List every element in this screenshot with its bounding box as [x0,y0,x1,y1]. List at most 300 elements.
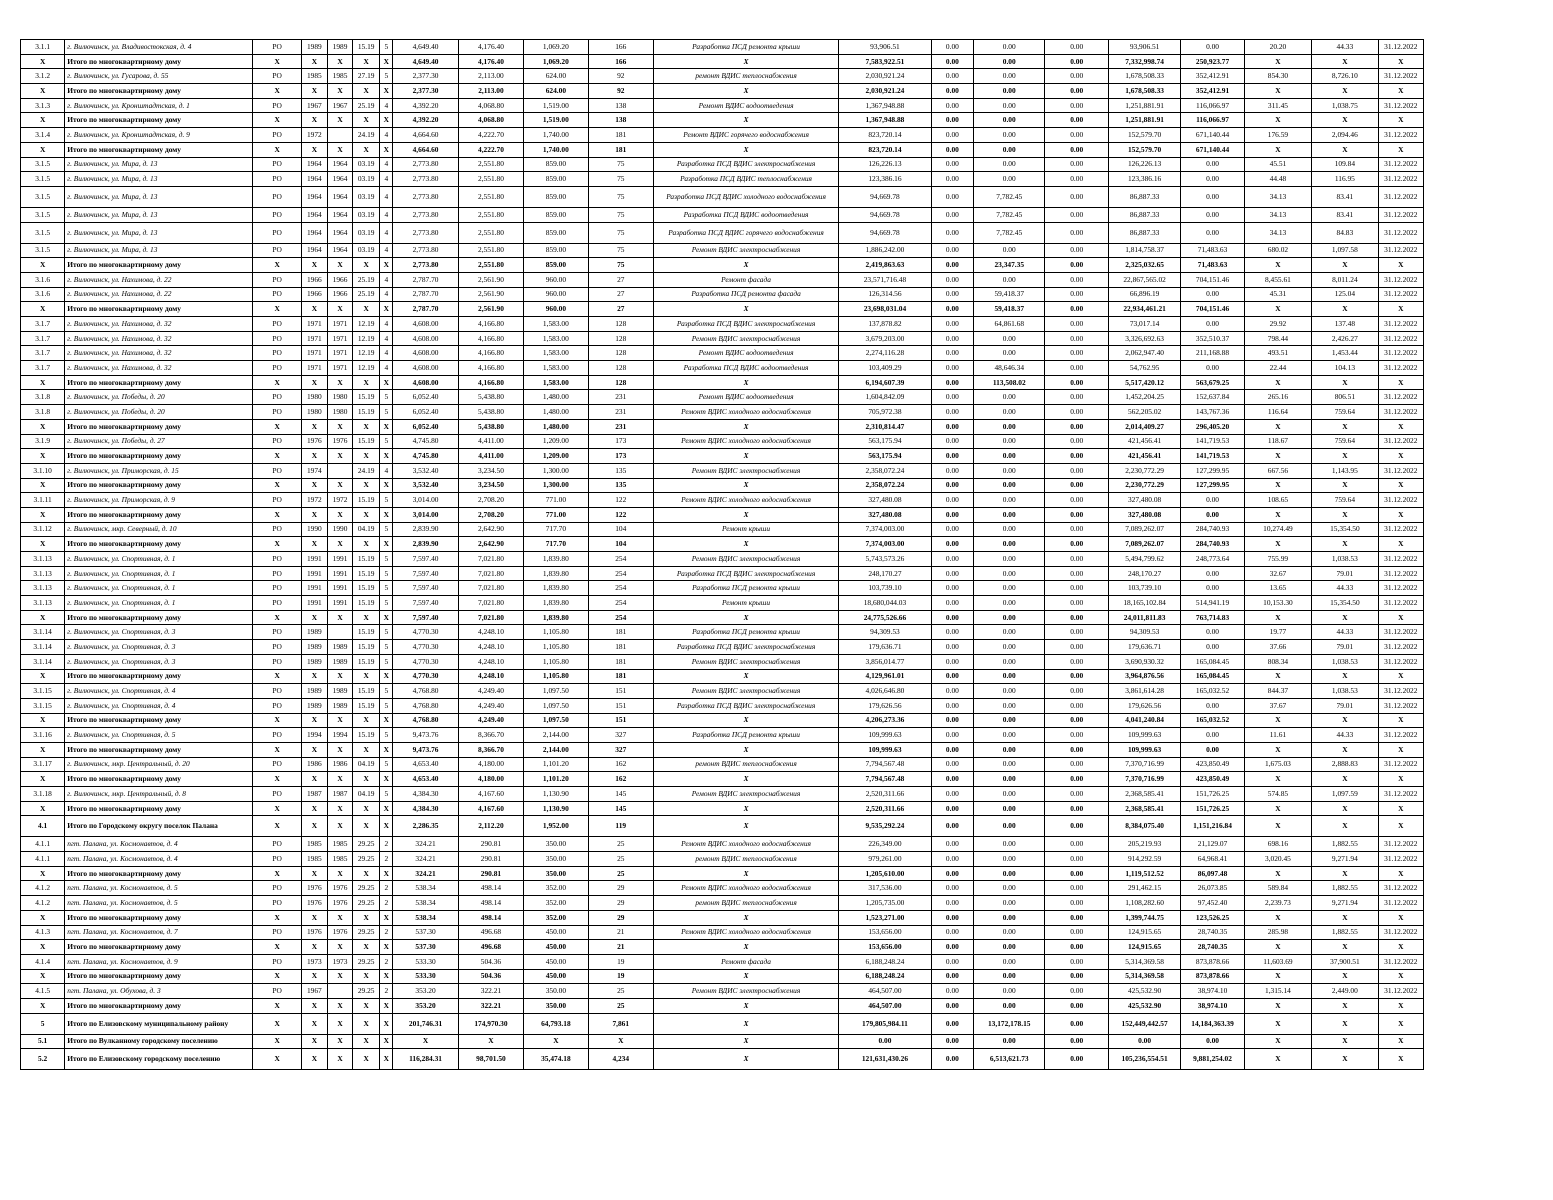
cell-regional-budget: 0.00 [974,866,1045,881]
cell-floors: 2 [380,837,393,852]
cell-unit-cost: Х [1244,375,1311,390]
cell-max-unit-cost: 1,882.55 [1312,925,1378,940]
cell-owners-means: 421,456.41 [1108,434,1180,449]
cell-total-cost: 179,805,984.11 [839,1013,932,1034]
cell-regional-budget: 0.00 [974,654,1045,669]
table-row [21,596,1424,611]
cell-total-cost: 226,349.00 [839,837,932,852]
cell-tariff: 15.19 [353,596,380,611]
cell-local-budget: 0.00 [1045,984,1108,999]
cell-other-means: 352,510.37 [1181,331,1244,346]
cell-address: г. Вилючинск, ул. Нахимова, д. 22 [65,272,253,287]
cell-owners-means: 425,532.90 [1108,984,1180,999]
cell-address: Итого по многоквартирному дому [65,419,253,434]
cell-owner-type: РО [253,317,301,332]
cell-regional-budget: 0.00 [974,772,1045,787]
cell-roof-area: 717.70 [524,522,588,537]
cell-year-built: Х [301,742,327,757]
cell-residents: 181 [588,128,653,143]
cell-max-unit-cost: 15,354.50 [1312,596,1378,611]
cell-item-number: 3.1.13 [21,581,65,596]
cell-roof-area: 1,097.50 [524,713,588,728]
cell-local-budget: 0.00 [1045,866,1108,881]
cell-max-unit-cost: Х [1312,258,1378,273]
cell-other-means: 141,719.53 [1181,434,1244,449]
cell-address: г. Вилючинск, ул. Нахимова, д. 32 [65,346,253,361]
cell-living-area: 4,248.10 [458,669,523,684]
cell-year-built: Х [301,998,327,1013]
cell-roof-area: 1,105.80 [524,625,588,640]
cell-roof-area: 1,480.00 [524,390,588,405]
cell-year-commissioned: Х [327,537,352,552]
cell-total-cost: 464,507.00 [839,998,932,1013]
cell-unit-cost: Х [1244,713,1311,728]
cell-work-type: Ремонт ВДИС электроснабжения [653,654,838,669]
cell-address: г. Вилючинск, ул. Спортивная, д. 3 [65,654,253,669]
cell-tariff: 03.19 [353,243,380,258]
cell-unit-cost: Х [1244,142,1311,157]
cell-item-number: 4.1.5 [21,984,65,999]
cell-unit-cost: Х [1244,998,1311,1013]
cell-year-commissioned: Х [327,142,352,157]
cell-other-means: 165,032.52 [1181,713,1244,728]
cell-regional-budget: 0.00 [974,390,1045,405]
cell-fund-means: 0.00 [931,852,973,867]
cell-year-commissioned: Х [327,1034,352,1049]
cell-other-means: 563,679.25 [1181,375,1244,390]
table-row [21,728,1424,743]
cell-total-area: 3,532.40 [393,463,458,478]
cell-year-commissioned: 1989 [327,698,352,713]
cell-tariff: Х [353,801,380,816]
cell-work-type: Разработка ПСД ремонта крыши [653,581,838,596]
cell-year-commissioned [327,625,352,640]
cell-year-commissioned: 1976 [327,925,352,940]
cell-regional-budget: 0.00 [974,998,1045,1013]
cell-regional-budget: 0.00 [974,881,1045,896]
cell-work-type: Х [653,84,838,99]
cell-floors: 4 [380,317,393,332]
cell-floors: 4 [380,98,393,113]
cell-work-type: Разработка ПСД ВДИС холодного водоснабжения [653,186,838,207]
cell-local-budget: 0.00 [1045,390,1108,405]
cell-local-budget: 0.00 [1045,728,1108,743]
cell-address: г. Вилючинск, ул. Мира, д. 13 [65,186,253,207]
cell-unit-cost: 265.16 [1244,390,1311,405]
cell-other-means: 0.00 [1181,287,1244,302]
cell-living-area: 496.68 [458,925,523,940]
cell-total-cost: 823,720.14 [839,142,932,157]
cell-local-budget: 0.00 [1045,317,1108,332]
cell-year-commissioned: Х [327,772,352,787]
total-row [21,713,1424,728]
cell-year-commissioned: Х [327,302,352,317]
cell-total-cost: 1,523,271.00 [839,910,932,925]
cell-regional-budget: 0.00 [974,113,1045,128]
cell-year-built: 1991 [301,552,327,567]
cell-floors: Х [380,1034,393,1049]
cell-item-number: 3.1.10 [21,463,65,478]
cell-total-cost: 24,775,526.66 [839,610,932,625]
cell-other-means: 0.00 [1181,317,1244,332]
cell-address: г. Вилючинск, ул. Кронштадтская, д. 9 [65,128,253,143]
cell-living-area: 3,234.50 [458,478,523,493]
cell-fund-means: 0.00 [931,54,973,69]
cell-regional-budget: 0.00 [974,852,1045,867]
cell-unit-cost: Х [1244,669,1311,684]
cell-year-commissioned: 1991 [327,566,352,581]
cell-completion-date: 31.12.2022 [1378,346,1423,361]
cell-completion-date: Х [1378,142,1423,157]
cell-year-commissioned: Х [327,742,352,757]
cell-total-area: 4,384.30 [393,787,458,802]
cell-local-budget: 0.00 [1045,640,1108,655]
cell-year-commissioned: 1991 [327,596,352,611]
cell-max-unit-cost: Х [1312,375,1378,390]
cell-owners-means: 8,384,075.40 [1108,816,1180,837]
cell-other-means: 284,740.93 [1181,522,1244,537]
cell-local-budget: 0.00 [1045,287,1108,302]
cell-other-means: 873,878.66 [1181,969,1244,984]
cell-address: г. Вилючинск, ул. Спортивная, д. 4 [65,698,253,713]
cell-owners-means: 3,861,614.28 [1108,684,1180,699]
cell-item-number: 3.1.17 [21,757,65,772]
cell-local-budget: 0.00 [1045,434,1108,449]
cell-total-cost: 823,720.14 [839,128,932,143]
cell-max-unit-cost: Х [1312,419,1378,434]
cell-work-type: Ремонт ВДИС электроснабжения [653,552,838,567]
cell-roof-area: 1,519.00 [524,98,588,113]
cell-regional-budget: 0.00 [974,969,1045,984]
cell-floors: 5 [380,698,393,713]
cell-total-area: 2,377.30 [393,69,458,84]
cell-year-built: 1976 [301,881,327,896]
cell-roof-area: 1,480.00 [524,405,588,420]
cell-fund-means: 0.00 [931,772,973,787]
cell-owners-means: 5,517,420.12 [1108,375,1180,390]
cell-other-means: 38,974.10 [1181,998,1244,1013]
cell-total-area: 538.34 [393,881,458,896]
cell-local-budget: 0.00 [1045,172,1108,187]
cell-residents: 135 [588,463,653,478]
cell-tariff: 04.19 [353,757,380,772]
cell-fund-means: 0.00 [931,302,973,317]
cell-completion-date: Х [1378,449,1423,464]
cell-total-area: 538.34 [393,896,458,911]
cell-owners-means: 1,399,744.75 [1108,910,1180,925]
cell-tariff: 15.19 [353,405,380,420]
cell-item-number: Х [21,742,65,757]
cell-address: Итого по многоквартирному дому [65,449,253,464]
cell-local-budget: 0.00 [1045,375,1108,390]
cell-completion-date: 31.12.2022 [1378,287,1423,302]
cell-fund-means: 0.00 [931,463,973,478]
cell-total-cost: 3,856,014.77 [839,654,932,669]
total-row [21,258,1424,273]
cell-max-unit-cost: 759.64 [1312,434,1378,449]
cell-total-area: 4,392.20 [393,113,458,128]
cell-year-built: Х [301,969,327,984]
cell-total-area: 324.21 [393,837,458,852]
table-row [21,954,1424,969]
cell-year-commissioned: 1971 [327,346,352,361]
cell-fund-means: 0.00 [931,390,973,405]
cell-max-unit-cost: Х [1312,610,1378,625]
cell-tariff: 15.19 [353,640,380,655]
cell-owners-means: 94,309.53 [1108,625,1180,640]
cell-tariff: 04.19 [353,522,380,537]
cell-year-built: Х [301,713,327,728]
cell-regional-budget: 113,508.02 [974,375,1045,390]
cell-unit-cost: 574.85 [1244,787,1311,802]
total-row [21,84,1424,99]
cell-floors: 5 [380,787,393,802]
total-row [21,113,1424,128]
cell-work-type: Разработка ПСД ремонта фасада [653,287,838,302]
cell-max-unit-cost: 44.33 [1312,581,1378,596]
table-row [21,566,1424,581]
cell-residents: 21 [588,940,653,955]
cell-address: пгт. Палана, ул. Космонавтов, д. 5 [65,881,253,896]
cell-floors: Х [380,742,393,757]
cell-total-area: 353.20 [393,984,458,999]
cell-floors: Х [380,1013,393,1034]
cell-completion-date: Х [1378,302,1423,317]
cell-local-budget: 0.00 [1045,881,1108,896]
cell-owner-type: РО [253,434,301,449]
cell-living-area: 8,366.70 [458,728,523,743]
cell-local-budget: 0.00 [1045,84,1108,99]
cell-floors: Х [380,866,393,881]
cell-item-number: 3.1.3 [21,98,65,113]
cell-year-built: Х [301,419,327,434]
cell-floors: 5 [380,757,393,772]
table-body [21,40,1424,1070]
cell-address: пгт. Палана, ул. Космонавтов, д. 4 [65,852,253,867]
cell-regional-budget: 0.00 [974,537,1045,552]
cell-year-commissioned: 1990 [327,522,352,537]
cell-total-cost: 1,205,610.00 [839,866,932,881]
cell-regional-budget: 0.00 [974,98,1045,113]
cell-other-means: 704,151.46 [1181,272,1244,287]
cell-total-area: 7,597.40 [393,596,458,611]
cell-max-unit-cost: Х [1312,742,1378,757]
cell-work-type: Х [653,537,838,552]
cell-address: г. Вилючинск, ул. Нахимова, д. 32 [65,317,253,332]
cell-fund-means: 0.00 [931,40,973,55]
cell-owner-type: РО [253,625,301,640]
cell-tariff: Х [353,969,380,984]
cell-address: г. Вилючинск, ул. Победы, д. 20 [65,390,253,405]
cell-owner-type: Х [253,1013,301,1034]
cell-total-area: 4,649.40 [393,40,458,55]
cell-roof-area: 350.00 [524,852,588,867]
cell-local-budget: 0.00 [1045,787,1108,802]
cell-max-unit-cost: 104.13 [1312,361,1378,376]
cell-total-area: 201,746.31 [393,1013,458,1034]
cell-owners-means: 123,386.16 [1108,172,1180,187]
cell-other-means: 28,740.35 [1181,940,1244,955]
cell-item-number: 3.1.5 [21,172,65,187]
cell-year-built: 1976 [301,434,327,449]
cell-total-area: 4,608.00 [393,346,458,361]
cell-living-area: 2,708.20 [458,493,523,508]
cell-roof-area: 1,839.80 [524,610,588,625]
cell-total-area: 353.20 [393,998,458,1013]
cell-work-type: Разработка ПСД ВДИС электроснабжения [653,566,838,581]
cell-owners-means: 421,456.41 [1108,449,1180,464]
cell-regional-budget: 0.00 [974,787,1045,802]
cell-tariff: 12.19 [353,346,380,361]
cell-living-area: 3,234.50 [458,463,523,478]
cell-fund-means: 0.00 [931,361,973,376]
cell-floors: Х [380,258,393,273]
cell-regional-budget: 0.00 [974,434,1045,449]
cell-address: Итого по многоквартирному дому [65,801,253,816]
cell-fund-means: 0.00 [931,346,973,361]
cell-residents: 231 [588,419,653,434]
cell-other-means: 352,412.91 [1181,84,1244,99]
cell-fund-means: 0.00 [931,757,973,772]
cell-living-area: 2,642.90 [458,522,523,537]
cell-living-area: 98,701.50 [458,1049,523,1070]
cell-fund-means: 0.00 [931,493,973,508]
cell-owners-means: 1,814,758.37 [1108,243,1180,258]
cell-work-type: Х [653,1049,838,1070]
cell-total-area: 3,014.00 [393,493,458,508]
cell-unit-cost: 44.48 [1244,172,1311,187]
cell-year-built: 1989 [301,684,327,699]
cell-work-type: Ремонт ВДИС горячего водоснабжения [653,128,838,143]
cell-living-area: 4,166.80 [458,361,523,376]
cell-year-commissioned: 1964 [327,207,352,222]
cell-work-type: Разработка ПСД ВДИС электроснабжения [653,698,838,713]
cell-tariff: 29.25 [353,881,380,896]
cell-year-commissioned: 1985 [327,837,352,852]
cell-year-built: 1980 [301,390,327,405]
cell-floors: 5 [380,493,393,508]
cell-total-area: 4,649.40 [393,54,458,69]
cell-completion-date: 31.12.2022 [1378,69,1423,84]
cell-max-unit-cost: Х [1312,969,1378,984]
cell-completion-date: 31.12.2022 [1378,222,1423,243]
cell-address: Итого по многоквартирному дому [65,969,253,984]
cell-work-type: Ремонт ВДИС электроснабжения [653,463,838,478]
cell-total-cost: 464,507.00 [839,984,932,999]
cell-year-commissioned: 1980 [327,390,352,405]
cell-living-area: 4,248.10 [458,640,523,655]
cell-year-commissioned: 1991 [327,552,352,567]
cell-year-commissioned: Х [327,507,352,522]
cell-other-means: 0.00 [1181,566,1244,581]
cell-residents: 7,861 [588,1013,653,1034]
cell-work-type: Ремонт ВДИС электроснабжения [653,243,838,258]
cell-year-built: Х [301,142,327,157]
cell-owner-type: Х [253,940,301,955]
cell-year-commissioned: Х [327,998,352,1013]
total-row [21,910,1424,925]
table-row [21,207,1424,222]
cell-regional-budget: 0.00 [974,581,1045,596]
total-row [21,669,1424,684]
cell-tariff: Х [353,816,380,837]
total-row [21,610,1424,625]
cell-tariff: Х [353,1013,380,1034]
cell-year-built: 1972 [301,493,327,508]
cell-address: Итого по многоквартирному дому [65,772,253,787]
cell-residents: 162 [588,772,653,787]
cell-living-area: 322.21 [458,998,523,1013]
cell-local-budget: 0.00 [1045,552,1108,567]
cell-total-cost: 109,999.63 [839,728,932,743]
table-row [21,698,1424,713]
cell-max-unit-cost: Х [1312,113,1378,128]
cell-total-cost: 94,309.53 [839,625,932,640]
cell-total-area: 4,768.80 [393,698,458,713]
cell-unit-cost: 34.13 [1244,222,1311,243]
cell-owners-means: 1,108,282.60 [1108,896,1180,911]
cell-work-type: Х [653,610,838,625]
cell-address: г. Вилючинск, ул. Кронштадтская, д. 1 [65,98,253,113]
cell-fund-means: 0.00 [931,910,973,925]
cell-owners-means: 3,964,876.56 [1108,669,1180,684]
cell-roof-area: 1,839.80 [524,596,588,611]
cell-tariff: Х [353,998,380,1013]
cell-total-area: 7,597.40 [393,566,458,581]
cell-fund-means: 0.00 [931,940,973,955]
cell-completion-date: 31.12.2022 [1378,581,1423,596]
cell-residents: 75 [588,172,653,187]
table-row [21,346,1424,361]
cell-floors: Х [380,816,393,837]
cell-completion-date: 31.12.2022 [1378,522,1423,537]
cell-completion-date: 31.12.2022 [1378,837,1423,852]
cell-owners-means: 248,170.27 [1108,566,1180,581]
cell-tariff: 29.25 [353,954,380,969]
cell-item-number: Х [21,478,65,493]
cell-other-means: 671,140.44 [1181,142,1244,157]
cell-total-area: 2,773.80 [393,243,458,258]
cell-unit-cost: 1,675.03 [1244,757,1311,772]
cell-floors: Х [380,478,393,493]
cell-item-number: Х [21,969,65,984]
cell-max-unit-cost: Х [1312,449,1378,464]
cell-year-commissioned: 1971 [327,331,352,346]
cell-owners-means: 1,678,508.33 [1108,84,1180,99]
cell-item-number: Х [21,610,65,625]
cell-work-type: Х [653,940,838,955]
cell-address: г. Вилючинск, ул. Спортивная, д. 1 [65,566,253,581]
cell-total-cost: 2,030,921.24 [839,84,932,99]
cell-year-commissioned: 1964 [327,157,352,172]
cell-unit-cost: Х [1244,449,1311,464]
cell-floors: 4 [380,463,393,478]
table-row [21,463,1424,478]
cell-item-number: 5 [21,1013,65,1034]
cell-year-commissioned: 1971 [327,361,352,376]
cell-completion-date: 31.12.2022 [1378,698,1423,713]
cell-year-built: Х [301,449,327,464]
cell-completion-date: 31.12.2022 [1378,566,1423,581]
cell-address: Итого по многоквартирному дому [65,998,253,1013]
cell-item-number: 3.1.13 [21,552,65,567]
cell-item-number: Х [21,537,65,552]
cell-other-means: 0.00 [1181,625,1244,640]
cell-roof-area: 717.70 [524,537,588,552]
cell-total-area: 533.30 [393,954,458,969]
cell-total-area: 2,787.70 [393,302,458,317]
cell-completion-date: Х [1378,537,1423,552]
